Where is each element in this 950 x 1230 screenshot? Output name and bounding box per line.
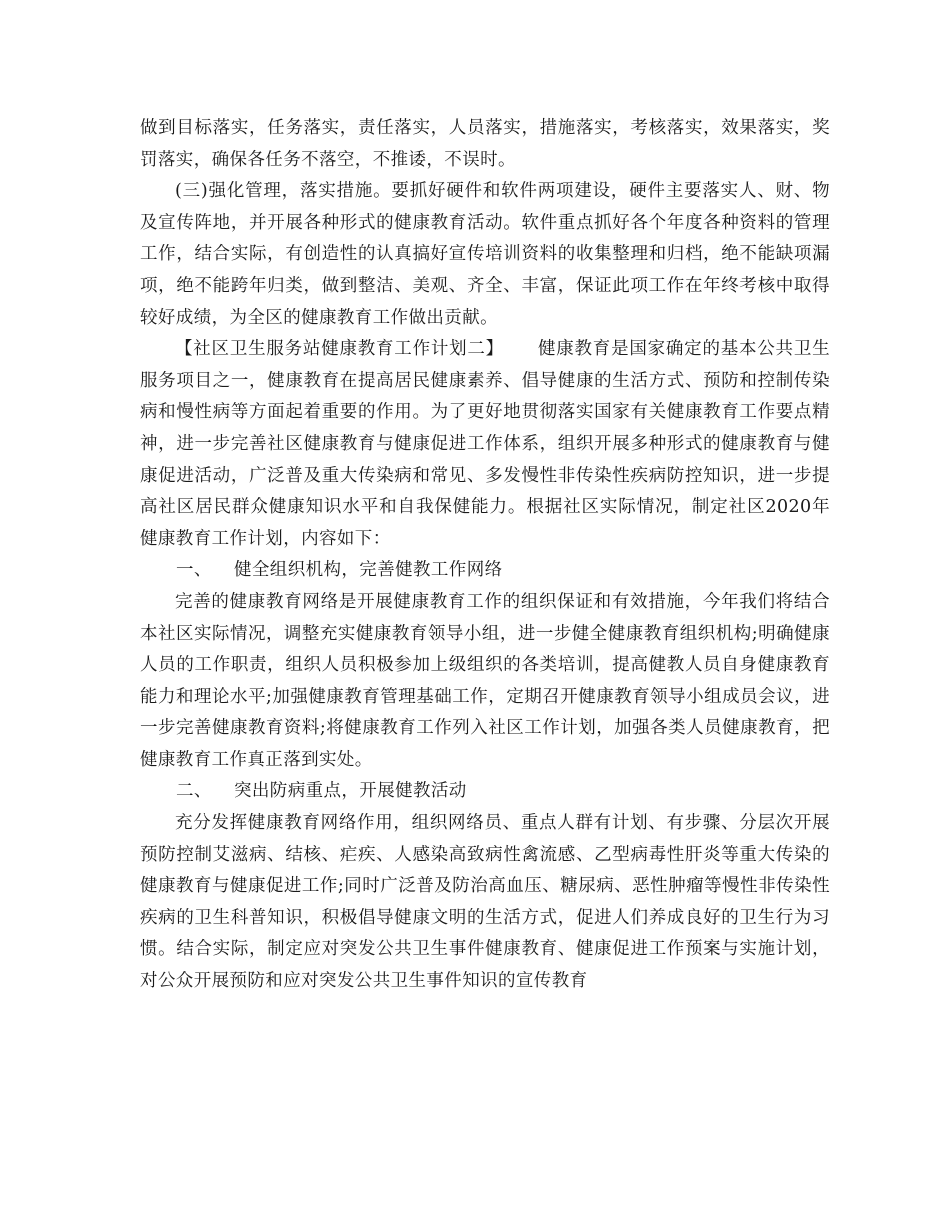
section-number-two: 二、 <box>176 781 212 802</box>
section-heading-two <box>140 776 830 808</box>
document-body <box>140 113 830 998</box>
paragraph-organization: 完善的健康教育网络是开展健康教育工作的组织保证和有效措施，今年我们将结合本社区实际情况，调整充实健康教育领导小组，进一步健全健康教育组织机构;明确健康人员的工作职责，组织人员积极参加上级组织的各类培训，提高健教人员自身健康教育能力和理论水平;加强健康教育管理基础工作，定期召开健康教育领导小组成员会议，进一步完善健康教育资料;将健康教育工作列入社区工作计划，加强各类人员健康教育，把健康教育工作真正落到实处。 <box>140 591 830 770</box>
paragraph-strengthen-management: (三)强化管理，落实措施。要抓好硬件和软件两项建设，硬件主要落实人、财、物及宣传阵地，并开展各种形式的健康教育活动。软件重点抓好各个年度各种资料的管理工作，结合实际，有创造性的认真搞好宣传培训资料的收集整理和归档，绝不能缺项漏项，绝不能跨年归类，做到整洁、美观、齐全、丰富，保证此项工作在年终考核中取得较好成绩，为全区的健康教育工作做出贡献。 <box>140 181 830 328</box>
paragraph-targets: 做到目标落实，任务落实，责任落实，人员落实，措施落实，考核落实，效果落实，奖罚落实，确保各任务不落空，不推诿，不误时。 <box>140 118 830 170</box>
section-title-one: 健全组织机构，完善健教工作网络 <box>234 560 503 581</box>
plan-two-intro: 健康教育是国家确定的基本公共卫生服务项目之一，健康教育在提高居民健康素养、倡导健康的生活方式、预防和控制传染病和慢性病等方面起着重要的作用。为了更好地贯彻落实国家有关健康教育工作要点精神，进一步完善社区健康教育与健康促进工作体系，组织开展多种形式的健康教育与健康促进活动，广泛普及重大传染病和常见、多发慢性非传染性疾病防控知识，进一步提高社区居民群众健康知识水平和自我保健能力。根据社区实际情况，制定社区2020年健康教育工作计划，内容如下： <box>140 339 830 549</box>
paragraph-disease-prevention: 充分发挥健康教育网络作用，组织网络员、重点人群有计划、有步骤、分层次开展预防控制艾滋病、结核、疟疾、人感染高致病性禽流感、乙型病毒性肝炎等重大传染的健康教育与健康促进工作;同时广泛普及防治高血压、糖尿病、恶性肿瘤等慢性非传染性疾病的卫生科普知识，积极倡导健康文明的生活方式，促进人们养成良好的卫生行为习惯。结合实际，制定应对突发公共卫生事件健康教育、健康促进工作预案与实施计划，对公众开展预防和应对突发公共卫生事件知识的宣传教育 <box>140 813 830 992</box>
section-title-two: 突出防病重点，开展健教活动 <box>234 781 467 802</box>
paragraph-plan-two <box>140 334 830 555</box>
plan-two-title: 【社区卫生服务站健康教育工作计划二】 <box>175 339 504 360</box>
section-heading-one <box>140 555 830 587</box>
section-number-one: 一、 <box>176 560 212 581</box>
